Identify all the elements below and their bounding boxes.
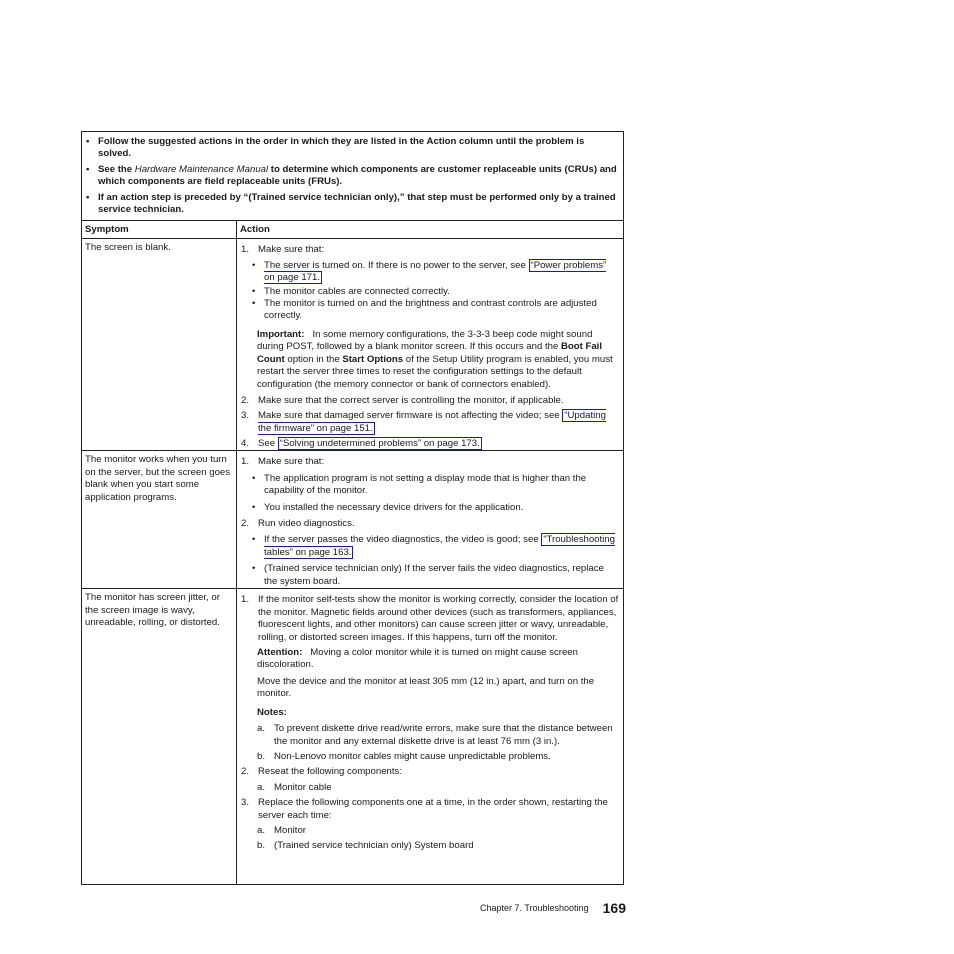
- action-cell: 1. Make sure that: • The server is turned on. If there is no power to the server, see “Power problems” on page 171. • The monitor cables are connected correctly. • The monitor is turned on and the brightness and contrast controls are adjusted correctly. Important: In some memory configurations, the 3-3-3 beep code might sound during POST, followed by a blank monitor screen. If this occurs and the Boot Fail Count option in the Start Options of the Setup Utility program is enabled, you must restart the server three times to reset the configuration settings to the default configuration (the memory connector or bank of connectors enabled). 2. Make sure that the correct server is controlling the monitor, if applicable. 3. Make sure that damaged server firmware is not affecting the video; see “Updating the firmware” on page 151. 4. See “Solving undetermined problems” on page 173.: [241, 244, 613, 450]
- troubleshooting-table: [81, 131, 624, 885]
- undetermined-problems-link[interactable]: “Solving undetermined problems” on page 173.: [279, 438, 480, 450]
- table-row: [82, 589, 623, 885]
- symptom-cell: The monitor has screen jitter, or the screen image is wavy, unreadable, rolling, or distorted.: [82, 589, 237, 885]
- updating-firmware-link[interactable]: “Updating the firmware” on page 151.: [258, 410, 606, 434]
- action-cell: 1. Make sure that: • The application program is not setting a display mode that is higher than the capability of the monitor. • You installed the necessary device drivers for the application. 2. Run video diagnostics. • If the server passes the video diagnostics, the video is good; see “Troubleshooting tables” on page 163. • (Trained service technician only) If the server fails the video diagnostics, replace the system board.: [241, 456, 615, 587]
- action-cell: 1. If the monitor self-tests show the monitor is working correctly, consider the location of the monitor. Magnetic fields around other devices (such as transformers, appliances, fluorescent lights, and other monitors) can cause screen jitter or wavy, unreadable, rolling, or distorted screen images. If this happens, turn off the monitor. Attention: Moving a color monitor while it is turned on might cause screen discoloration. Move the device and the monitor at least 305 mm (12 in.) apart, and turn on the monitor. Notes: a. To prevent diskette drive read/write errors, make sure that the distance between the monitor and any external diskette drive is at least 76 mm (3 in.). b. Non-Lenovo monitor cables might cause unpredictable problems. 2. Reseat the following components: a. Monitor cable 3. Replace the following components one at a time, in the order shown, restarting the server each time: a. Monitor b. (Trained service technician only) System board: [241, 594, 619, 852]
- symptom-cell: The monitor works when you turn on the server, but the screen goes blank when you start some application programs.: [82, 451, 237, 588]
- action-header: Action: [240, 224, 270, 236]
- note-item: • If an action step is preceded by “(Trained service technician only),” that step must be performed only by a trained service technician.: [86, 191, 616, 216]
- troubleshooting-tables-link[interactable]: “Troubleshooting tables” on page 163.: [264, 534, 615, 558]
- chapter-label: Chapter 7. Troubleshooting: [480, 903, 589, 913]
- page-number: 169: [602, 900, 626, 916]
- table-row: [82, 239, 623, 451]
- power-problems-link[interactable]: “Power problems” on page 171.: [264, 259, 607, 284]
- table-notes: [82, 132, 623, 221]
- symptom-cell: The screen is blank.: [82, 239, 237, 450]
- note-item: • See the Hardware Maintenance Manual to determine which components are customer replaceable units (CRUs) and which components are field replaceable units (FRUs).: [86, 163, 617, 188]
- column-headers: [82, 221, 623, 239]
- symptom-header: Symptom: [82, 221, 237, 238]
- table-row: [82, 451, 623, 589]
- note-item: • Follow the suggested actions in the order in which they are listed in the Action column until the problem is solved.: [86, 136, 585, 160]
- page-footer: [480, 900, 626, 916]
